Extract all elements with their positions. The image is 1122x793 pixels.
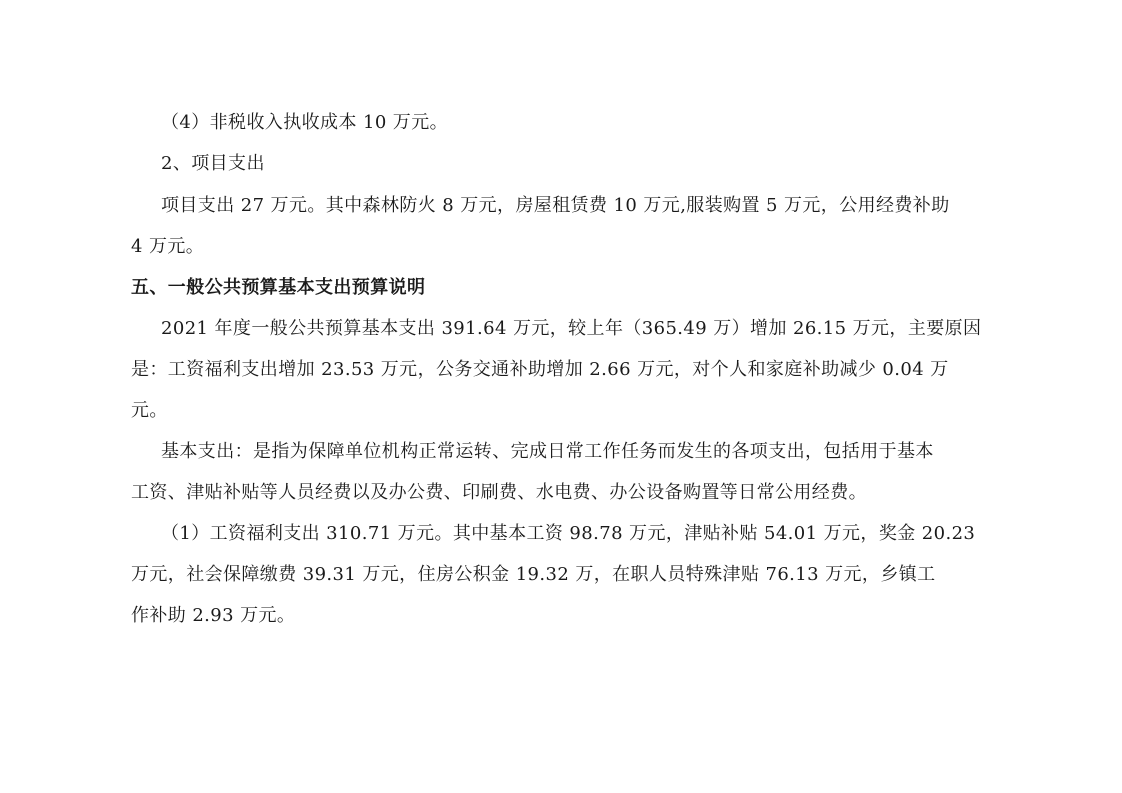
paragraph-line-project-detail-2: 4 万元。: [131, 236, 205, 257]
section-heading-basic-expenditure: 五、一般公共预算基本支出预算说明: [131, 277, 426, 298]
paragraph-line-basic-definition-2: 工资、津贴补贴等人员经费以及办公费、印刷费、水电费、办公设备购置等日常公用经费。: [131, 482, 867, 503]
paragraph-line-basic-definition-1: 基本支出：是指为保障单位机构正常运转、完成日常工作任务而发生的各项支出，包括用于基本: [161, 441, 934, 462]
paragraph-line-budget-summary-3: 元。: [131, 400, 168, 421]
subheading-project-expenditure: 2、项目支出: [161, 153, 265, 174]
paragraph-line-wage-welfare-2: 万元，社会保障缴费 39.31 万元，住房公积金 19.32 万，在职人员特殊津贴 76.13 万元，乡镇工: [131, 564, 936, 585]
paragraph-line-budget-summary-1: 2021 年度一般公共预算基本支出 391.64 万元，较上年（365.49 万）增加 26.15 万元，主要原因: [161, 318, 982, 339]
paragraph-line-project-detail-1: 项目支出 27 万元。其中森林防火 8 万元，房屋租赁费 10 万元,服装购置 5 万元，公用经费补助: [161, 195, 950, 216]
paragraph-line-budget-summary-2: 是：工资福利支出增加 23.53 万元，公务交通补助增加 2.66 万元，对个人和家庭补助减少 0.04 万: [131, 359, 949, 380]
paragraph-line-non-tax-cost: （4）非税收入执收成本 10 万元。: [161, 112, 448, 133]
paragraph-line-wage-welfare-3: 作补助 2.93 万元。: [131, 605, 296, 626]
paragraph-line-wage-welfare-1: （1）工资福利支出 310.71 万元。其中基本工资 98.78 万元，津贴补贴 54.01 万元，奖金 20.23: [161, 523, 976, 544]
